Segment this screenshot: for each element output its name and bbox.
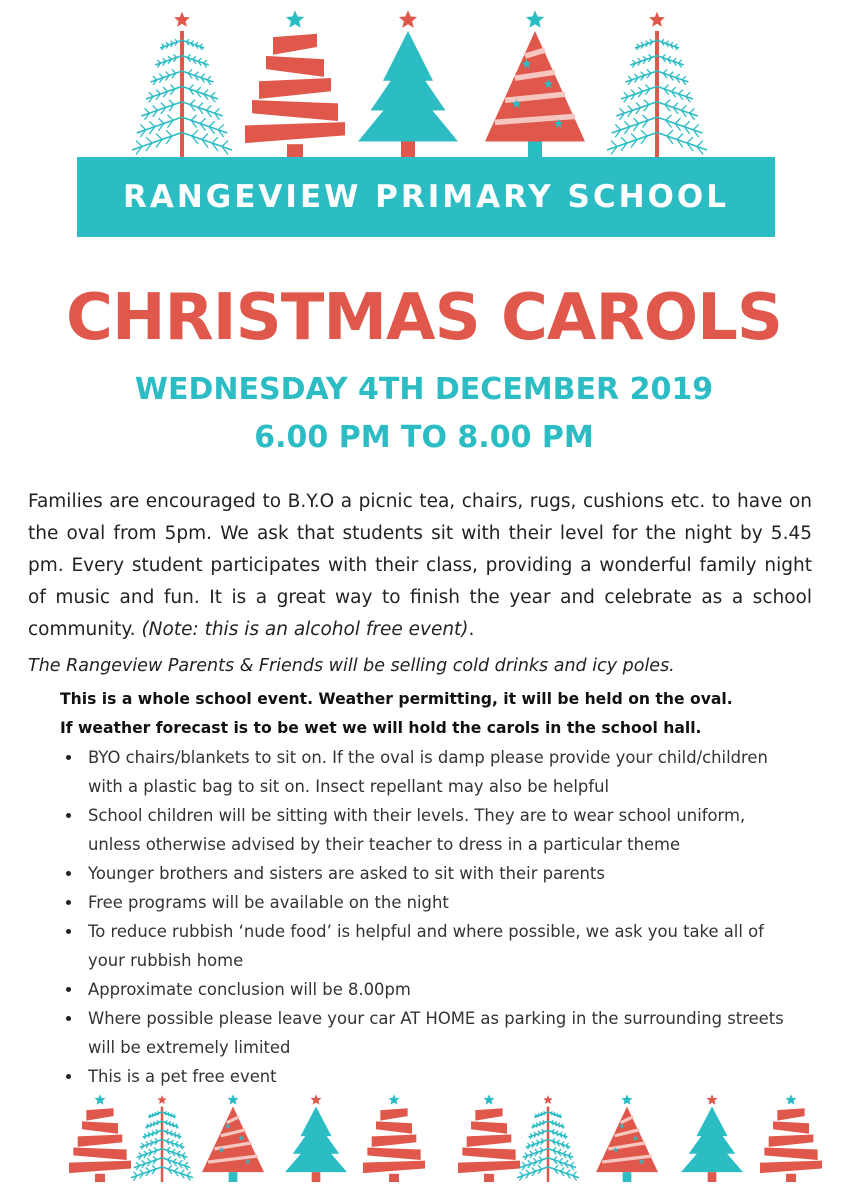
bottom-tree-decorations	[0, 1092, 848, 1184]
zigzag-tree-icon	[245, 10, 345, 158]
parents-friends-note: The Rangeview Parents & Friends will be selling cold drinks and icy poles.	[28, 656, 675, 676]
event-notice	[60, 685, 830, 743]
branch-tree-icon	[132, 12, 232, 158]
striped-tree-icon	[596, 1094, 658, 1182]
school-name: RANGEVIEW PRIMARY SCHOOL	[123, 179, 729, 215]
list-item-text: BYO chairs/blankets to sit on. If the oval is damp please provide your child/children with a plastic bag to sit on. Insect repellant may also be helpful	[88, 748, 768, 796]
school-banner	[77, 157, 775, 237]
branch-tree-icon	[517, 1095, 579, 1182]
list-item-text: Where possible please leave your car AT HOME as parking in the surrounding streets will be extremely limited	[88, 1009, 784, 1057]
list-item-text: Free programs will be available on the night	[88, 893, 449, 912]
solid-tree-icon	[285, 1094, 347, 1182]
bullet-icon	[66, 900, 71, 905]
list-item	[60, 801, 800, 859]
striped-tree-icon	[202, 1094, 264, 1182]
list-item	[60, 743, 800, 801]
bullet-icon	[66, 871, 71, 876]
list-item-text: Younger brothers and sisters are asked to sit with their parents	[88, 864, 605, 883]
list-item-text: To reduce rubbish ‘nude food’ is helpful and where possible, we ask you take all of your rubbish home	[88, 922, 764, 970]
event-info-list	[60, 743, 800, 1091]
event-time: 6.00 PM TO 8.00 PM	[254, 420, 594, 455]
zigzag-tree-icon	[760, 1094, 822, 1182]
zigzag-tree-icon	[458, 1094, 520, 1182]
notice-line-wet-weather: If weather forecast is to be wet we will hold the carols in the school hall.	[60, 719, 702, 737]
notice-line-weather: This is a whole school event. Weather permitting, it will be held on the oval.	[60, 690, 733, 708]
zigzag-tree-icon	[363, 1094, 425, 1182]
bullet-icon	[66, 987, 71, 992]
list-item-text: This is a pet free event	[88, 1067, 277, 1086]
list-item	[60, 1062, 800, 1091]
branch-tree-icon	[607, 12, 707, 158]
list-item	[60, 859, 800, 888]
bullet-icon	[66, 1074, 71, 1079]
list-item	[60, 888, 800, 917]
striped-tree-icon	[485, 10, 585, 158]
solid-tree-icon	[681, 1094, 743, 1182]
list-item-text: School children will be sitting with their levels. They are to wear school uniform, unless otherwise advised by their teacher to dress in a particular theme	[88, 806, 746, 854]
bullet-icon	[66, 755, 71, 760]
bullet-icon	[66, 929, 71, 934]
list-item	[60, 917, 800, 975]
top-tree-decorations	[0, 0, 848, 165]
bullet-icon	[66, 1016, 71, 1021]
solid-tree-icon	[358, 10, 458, 158]
list-item	[60, 975, 800, 1004]
bullet-icon	[66, 813, 71, 818]
intro-paragraph	[28, 486, 812, 646]
list-item	[60, 1004, 800, 1062]
list-item-text: Approximate conclusion will be 8.00pm	[88, 980, 411, 999]
page-title: CHRISTMAS CAROLS	[65, 281, 783, 355]
intro-text: Families are encouraged to B.Y.O a picnic tea, chairs, rugs, cushions etc. to have on the oval from 5pm. We ask that students sit with their level for the night by 5.45 pm. Every student participates with their class, providing a wonderful family night of music and fun. It is a great way to finish the year and celebrate as a school community.	[28, 491, 812, 640]
alcohol-note: (Note: this is an alcohol free event)	[141, 619, 469, 640]
intro-note-end: .	[468, 619, 475, 640]
zigzag-tree-icon	[69, 1094, 131, 1182]
event-date: WEDNESDAY 4TH DECEMBER 2019	[134, 372, 714, 407]
branch-tree-icon	[131, 1095, 193, 1182]
